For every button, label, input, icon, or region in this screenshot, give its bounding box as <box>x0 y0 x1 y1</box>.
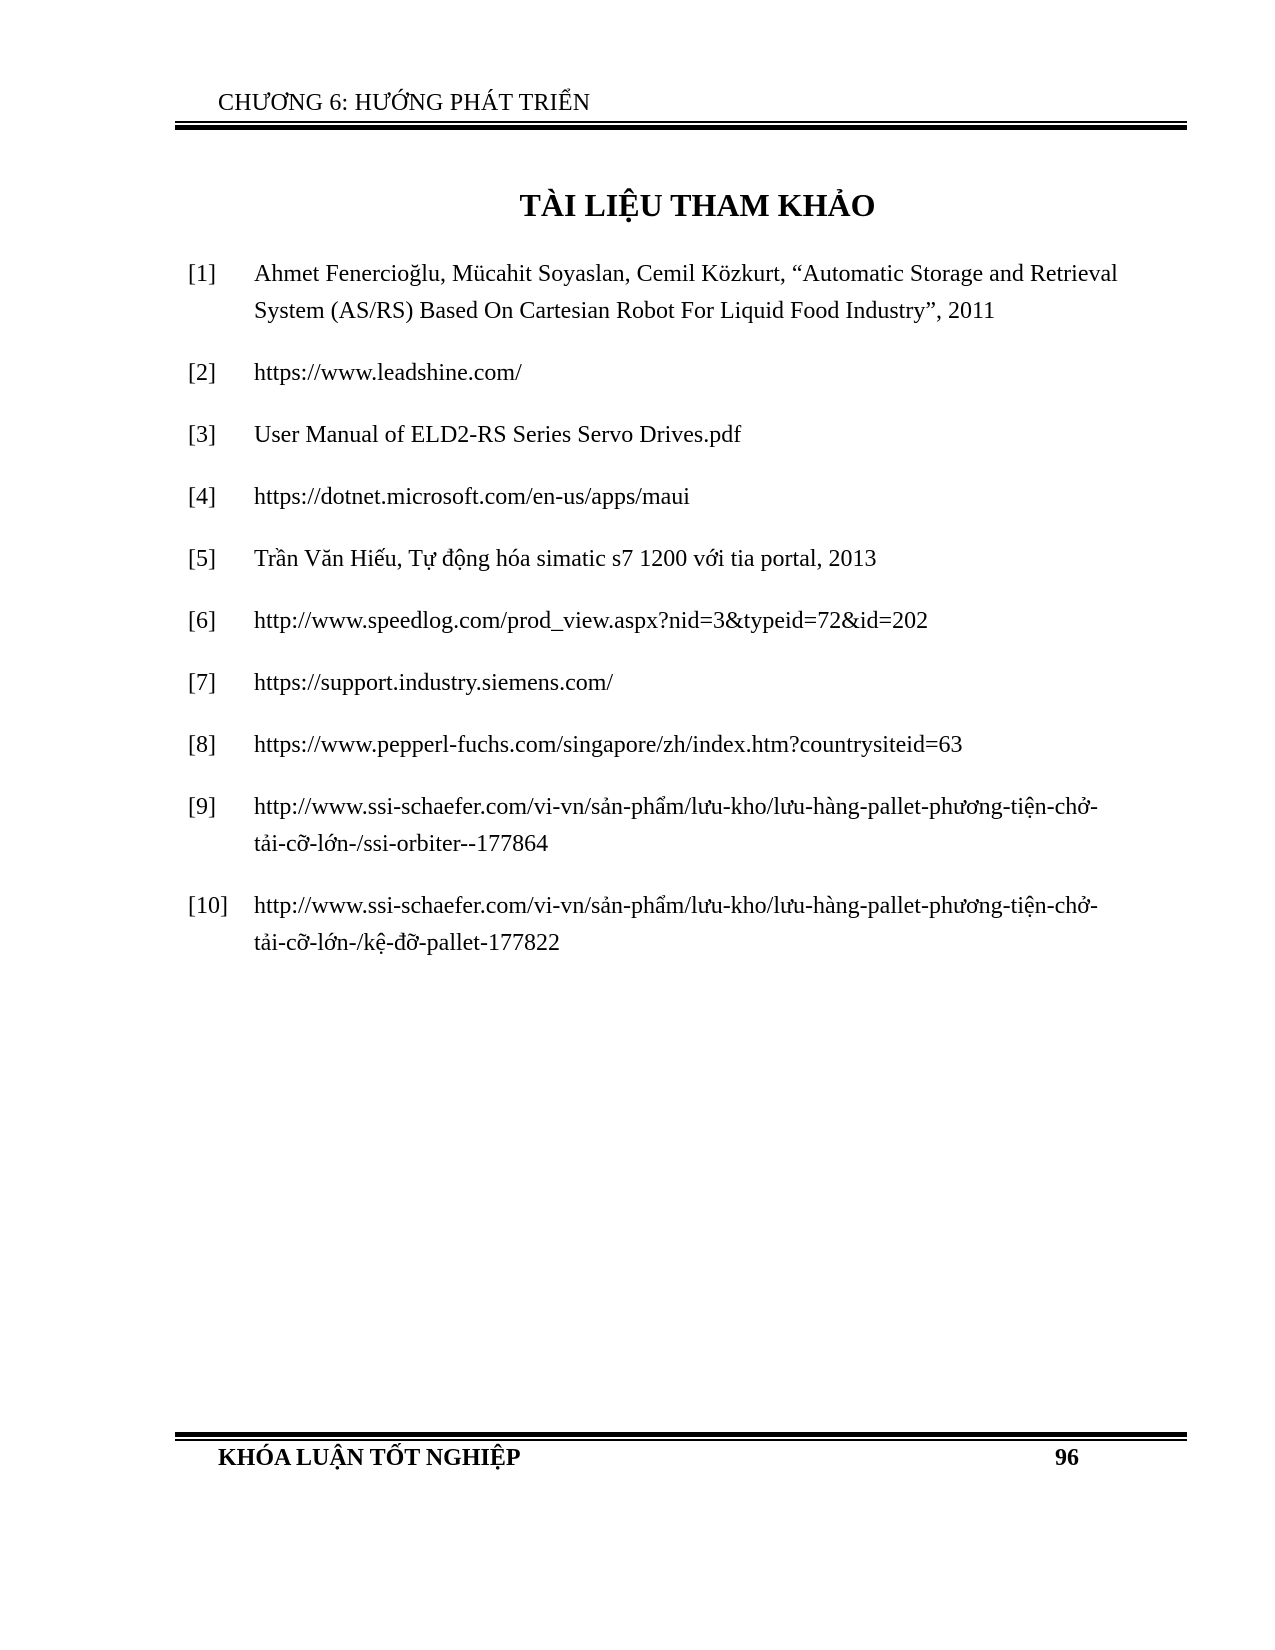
reference-number: [10] <box>188 893 228 919</box>
reference-text: User Manual of ELD2-RS Series Servo Drives.pdf <box>254 422 742 448</box>
page-number: 96 <box>1055 1445 1079 1471</box>
reference-item <box>188 479 1118 516</box>
reference-number: [9] <box>188 794 216 820</box>
reference-link[interactable]: http://www.speedlog.com/prod_view.aspx?nid=3&typeid=72&id=202 <box>254 608 929 634</box>
reference-item <box>188 256 1118 330</box>
reference-item <box>188 417 1118 454</box>
reference-number: [2] <box>188 360 216 386</box>
reference-item <box>188 603 1118 640</box>
reference-number: [5] <box>188 546 216 572</box>
header-divider-thin <box>175 121 1187 123</box>
reference-link[interactable]: https://www.leadshine.com/ <box>254 360 522 386</box>
reference-text: Ahmet Fenercioğlu, Mücahit Soyaslan, Cemil Közkurt, “Automatic Storage and Retrieval System (AS/RS) Based On Cartesian Robot For Liquid Food Industry”, 2011 <box>254 261 1118 324</box>
reference-number: [8] <box>188 732 216 758</box>
reference-number: [1] <box>188 261 216 287</box>
footer-divider-thick <box>175 1432 1187 1437</box>
reference-item <box>188 665 1118 702</box>
reference-item <box>188 888 1118 962</box>
reference-link[interactable]: https://support.industry.siemens.com/ <box>254 670 614 696</box>
reference-text: Trần Văn Hiếu, Tự động hóa simatic s7 1200 với tia portal, 2013 <box>254 546 877 572</box>
reference-list <box>188 256 1118 987</box>
reference-link[interactable]: http://www.ssi-schaefer.com/vi-vn/sản-phẩm/lưu-kho/lưu-hàng-pallet-phương-tiện-chở-tải-cỡ-lớn-/ssi-orbiter--177864 <box>254 794 1098 857</box>
chapter-header: CHƯƠNG 6: HƯỚNG PHÁT TRIỂN <box>218 90 591 116</box>
header-divider-thick <box>175 125 1187 130</box>
reference-item <box>188 355 1118 392</box>
reference-link[interactable]: http://www.ssi-schaefer.com/vi-vn/sản-phẩm/lưu-kho/lưu-hàng-pallet-phương-tiện-chở-tải-cỡ-lớn-/kệ-đỡ-pallet-177822 <box>254 893 1098 956</box>
reference-link[interactable]: https://dotnet.microsoft.com/en-us/apps/maui <box>254 484 690 510</box>
reference-item <box>188 727 1118 764</box>
reference-number: [7] <box>188 670 216 696</box>
reference-number: [4] <box>188 484 216 510</box>
reference-item <box>188 789 1118 863</box>
page-title: TÀI LIỆU THAM KHẢO <box>519 187 876 223</box>
reference-item <box>188 541 1118 578</box>
footer-thesis-label: KHÓA LUẬN TỐT NGHIỆP <box>218 1445 521 1471</box>
footer-divider-thin <box>175 1439 1187 1441</box>
reference-number: [6] <box>188 608 216 634</box>
reference-number: [3] <box>188 422 216 448</box>
reference-link[interactable]: https://www.pepperl-fuchs.com/singapore/zh/index.htm?countrysiteid=63 <box>254 732 963 758</box>
